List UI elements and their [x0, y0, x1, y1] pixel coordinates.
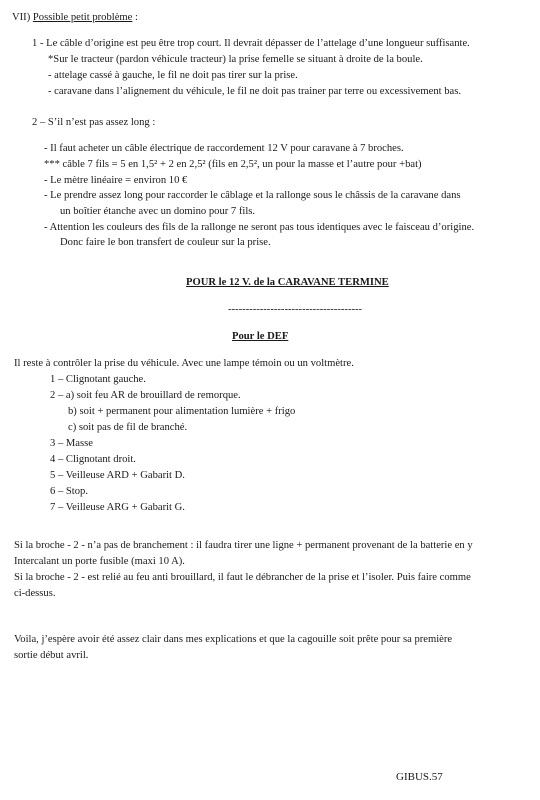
note-line: ci-dessus. — [14, 588, 56, 599]
pin-item: 7 – Veilleuse ARG + Gabarit G. — [50, 502, 185, 513]
point1-line: 1 - Le câble d’origine est peu être trop court. Il devrait dépasser de l’attelage d’une longueur suffisante. — [32, 38, 470, 49]
point2-line: un boîtier étanche avec un domino pour 7 fils. — [60, 206, 256, 217]
heading-caravane: POUR le 12 V. de la CARAVANE TERMINE — [186, 277, 389, 288]
note-line: Si la broche - 2 - est relié au feu anti brouillard, il faut le débrancher de la prise et l’isoler. Puis faire comme — [14, 572, 471, 583]
section-colon: : — [135, 12, 138, 23]
signature: GIBUS.57 — [396, 771, 443, 783]
point2-line: - Attention les couleurs des fils de la rallonge ne seront pas tous identiques avec le faisceau d’origine. — [44, 222, 475, 233]
closing-line: sortie début avril. — [14, 650, 89, 661]
pin-item: 1 – Clignotant gauche. — [50, 374, 146, 385]
heading-def: Pour le DEF — [232, 331, 289, 342]
pin-item: 3 – Masse — [50, 438, 93, 449]
pin-item: 5 – Veilleuse ARD + Gabarit D. — [50, 470, 185, 481]
section-title: Possible petit problème — [32, 12, 133, 23]
point2-line: - Le mètre linéaire = environ 10 € — [44, 175, 188, 186]
note-line: Si la broche - 2 - n’a pas de branchement : il faudra tirer une ligne + permanent provenant de la batterie en y — [14, 540, 473, 551]
point1-line: - caravane dans l’alignement du véhicule, le fil ne doit pas trainer par terre ou excessivement bas. — [48, 86, 461, 97]
point2-line: - Le prendre assez long pour raccorder le câblage et la rallonge sous le châssis de la caravane dans — [44, 190, 461, 201]
pin-item: b) soit + permanent pour alimentation lumière + frigo — [68, 406, 296, 417]
point2-line: - Il faut acheter un câble électrique de raccordement 12 V pour caravane à 7 broches. — [44, 143, 404, 154]
point2-line: Donc faire le bon transfert de couleur sur la prise. — [60, 237, 271, 248]
section-heading-vii — [12, 11, 138, 24]
point1-line: *Sur le tracteur (pardon véhicule tracteur) la prise femelle se situant à droite de la boule. — [48, 54, 423, 65]
pin-item: 6 – Stop. — [50, 486, 88, 497]
closing-line: Voila, j’espère avoir été assez clair dans mes explications et que la cagouille soit prête pour sa première — [14, 634, 453, 645]
note-line: Intercalant un porte fusible (maxi 10 A). — [14, 556, 185, 567]
section-number: VII) — [12, 12, 31, 23]
pin-item: 2 – a) soit feu AR de brouillard de remorque. — [50, 390, 241, 401]
point1-line: - attelage cassé à gauche, le fil ne doit pas tirer sur la prise. — [48, 70, 298, 81]
point2-line: 2 – S’il n’est pas assez long : — [32, 117, 156, 128]
pin-item: c) soit pas de fil de branché. — [68, 422, 188, 433]
point2-line: *** câble 7 fils = 5 en 1,5² + 2 en 2,5² (fils en 2,5², un pour la masse et l’autre pour +bat) — [44, 159, 422, 170]
separator: -------------------------------------- — [228, 304, 363, 315]
intro-text: Il reste à contrôler la prise du véhicule. Avec une lampe témoin ou un voltmètre. — [14, 358, 354, 369]
pin-item: 4 – Clignotant droit. — [50, 454, 136, 465]
